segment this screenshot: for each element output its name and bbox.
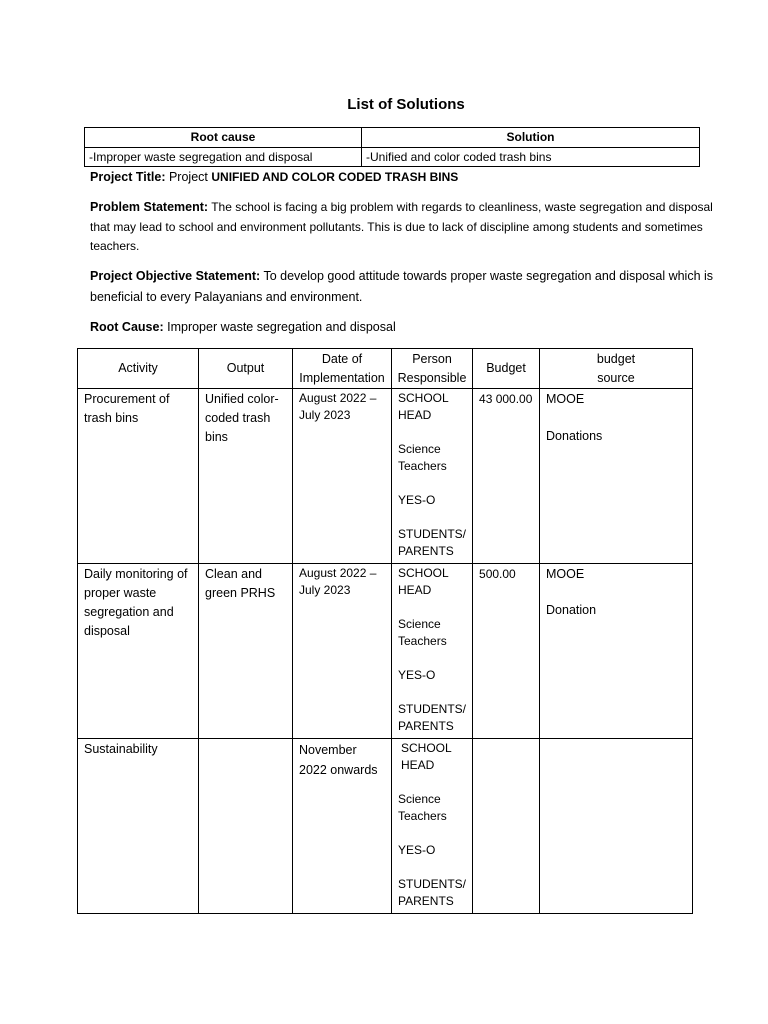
- cell-budget: 43 000.00: [473, 389, 540, 564]
- cell-output: Clean and green PRHS: [199, 564, 293, 739]
- table-row: [78, 389, 693, 564]
- problem-statement-text: The school is facing a big problem with regards to cleanliness, waste segregation and disposal that may lead to school and environment pollutants. This is due to lack of discipline among students and sometimes teachers.: [90, 200, 713, 253]
- header-source-line1: budget: [596, 351, 636, 366]
- table-header-row: [78, 349, 693, 389]
- project-title-line: [90, 168, 726, 188]
- source-2: Donations: [546, 429, 603, 443]
- page-title: List of Solutions: [347, 96, 465, 113]
- header-budget: Budget: [473, 349, 540, 389]
- cell-budget-source: [540, 389, 693, 564]
- resp-students-parents: STUDENTS/ PARENTS: [398, 877, 467, 908]
- header-person: [392, 349, 473, 389]
- table-row: [85, 148, 700, 167]
- objective-statement-text: To develop good attitude towards proper waste segregation and disposal which is beneficial to every Palayanians and environment.: [90, 269, 714, 304]
- header-date-line2: Implementation: [299, 370, 385, 385]
- header-budget-source: [540, 349, 693, 389]
- resp-school-head: SCHOOL HEAD: [398, 566, 449, 597]
- cell-date: August 2022 – July 2023: [293, 389, 392, 564]
- root-cause-line: [90, 318, 726, 338]
- cell-budget-source: [540, 564, 693, 739]
- cell-output: [199, 739, 293, 914]
- header-activity: Activity: [78, 349, 199, 389]
- root-cause-text: Improper waste segregation and disposal: [167, 320, 396, 334]
- cell-date: August 2022 – July 2023: [293, 564, 392, 739]
- resp-yes-o: YES-O: [398, 668, 436, 682]
- cell-activity: Sustainability: [78, 739, 199, 914]
- project-title-value: UNIFIED AND COLOR CODED TRASH BINS: [211, 170, 459, 184]
- cell-budget: [473, 739, 540, 914]
- source-1: MOOE: [546, 392, 585, 406]
- root-cause-solution-table: [84, 127, 700, 167]
- resp-school-head: SCHOOL HEAD: [401, 741, 452, 772]
- cell-root-cause: -Improper waste segregation and disposal: [85, 148, 362, 167]
- resp-science-teachers: Science Teachers: [398, 792, 447, 823]
- cell-output: Unified color-coded trash bins: [199, 389, 293, 564]
- cell-solution: -Unified and color coded trash bins: [362, 148, 700, 167]
- source-2: Donation: [546, 603, 597, 617]
- header-solution: Solution: [362, 128, 700, 148]
- header-date-line1: Date of: [321, 351, 363, 366]
- activity-table: [77, 348, 693, 914]
- resp-school-head: SCHOOL HEAD: [398, 391, 449, 422]
- resp-students-parents: STUDENTS/ PARENTS: [398, 702, 467, 733]
- root-cause-label: Root Cause:: [90, 320, 164, 334]
- problem-statement-label: Problem Statement:: [90, 200, 209, 214]
- resp-students-parents: STUDENTS/ PARENTS: [398, 527, 467, 558]
- table-row: [78, 739, 693, 914]
- resp-science-teachers: Science Teachers: [398, 617, 447, 648]
- cell-person-responsible: [392, 389, 473, 564]
- cell-date: November 2022 onwards: [293, 739, 392, 914]
- objective-statement: [90, 266, 726, 308]
- source-1: MOOE: [546, 567, 585, 581]
- project-title-prefix: Project: [168, 170, 208, 184]
- header-source-line2: source: [597, 370, 635, 385]
- cell-activity: Procurement of trash bins: [78, 389, 199, 564]
- header-date: [293, 349, 392, 389]
- cell-person-responsible: [392, 739, 473, 914]
- cell-budget-source: [540, 739, 693, 914]
- table-row: [78, 564, 693, 739]
- header-root-cause: Root cause: [85, 128, 362, 148]
- cell-activity: Daily monitoring of proper waste segregation and disposal: [78, 564, 199, 739]
- cell-person-responsible: [392, 564, 473, 739]
- table-header-row: [85, 128, 700, 148]
- header-person-line1: Person: [412, 351, 452, 366]
- objective-statement-label: Project Objective Statement:: [90, 269, 261, 283]
- resp-yes-o: YES-O: [398, 493, 436, 507]
- cell-budget: 500.00: [473, 564, 540, 739]
- header-output: Output: [199, 349, 293, 389]
- resp-yes-o: YES-O: [398, 843, 436, 857]
- resp-science-teachers: Science Teachers: [398, 442, 447, 473]
- header-person-line2: Responsible: [397, 370, 467, 385]
- project-title-label: Project Title:: [90, 170, 166, 184]
- problem-statement: [90, 198, 726, 257]
